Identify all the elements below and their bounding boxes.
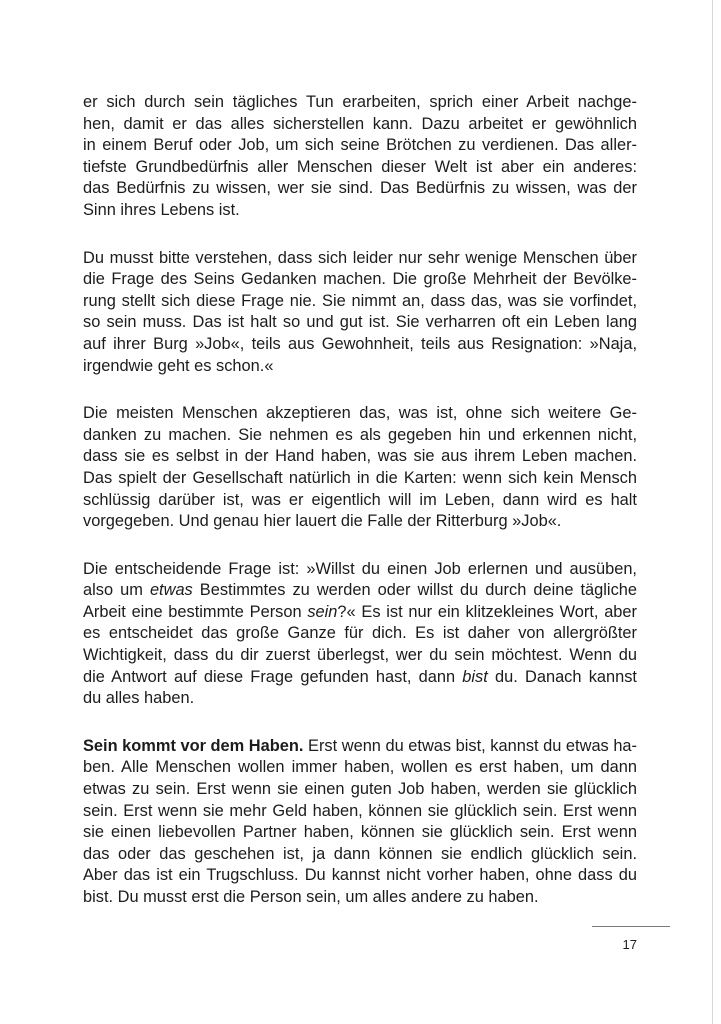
text-line: bist. Du musst erst die Person sein, um alles andere zu haben. (83, 888, 539, 906)
text-run: ?« Es ist nur ein klitzekleines Wort, aber (337, 602, 637, 621)
text-line: ben. Alle Menschen wollen immer haben, wollen es erst haben, um dann (83, 758, 637, 777)
text-line: Das spielt der Gesellschaft natürlich in die Karten: wenn sich kein Mensch (83, 468, 637, 487)
text-line: die Frage des Seins Gedanken machen. Die große Mehrheit der Bevölke- (83, 270, 637, 289)
text-run: die Antwort auf diese Frage gefunden hast, dann (83, 667, 463, 686)
bold-lead-in: Sein kommt vor dem Haben. (83, 736, 304, 755)
text-line: es entscheidet das große Ganze für dich. Es ist daher von allergrößter (83, 624, 637, 643)
text-line: rung stellt sich diese Frage nie. Sie nimmt an, dass das, was sie vorfindet, (83, 291, 637, 310)
page-number: 17 (622, 937, 637, 952)
paragraph-2 (83, 248, 637, 378)
text-line: etwas zu sein. Erst wenn sie einen guten Job haben, werden sie glücklich (83, 780, 637, 799)
text-line: er sich durch sein tägliches Tun erarbeiten, sprich einer Arbeit nachge- (83, 93, 637, 111)
text-run: Bestimmtes zu werden oder willst du durch deine tägliche (192, 581, 637, 600)
text-line: Die entscheidende Frage ist: »Willst du einen Job erlernen und ausüben, (83, 559, 637, 578)
text-line: auf ihrer Burg »Job«, teils aus Gewohnheit, teils aus Resignation: »Naja, (83, 334, 637, 353)
text-line: danken zu machen. Sie nehmen es als gegeben hin und erkennen nicht, (83, 425, 637, 444)
text-line: das Bedürfnis zu wissen, wer sie sind. Das Bedürfnis zu wissen, was der (83, 179, 637, 198)
text-line: schlüssig darüber ist, was er eigentlich will im Leben, dann wird es halt (83, 490, 637, 509)
text-run: Erst wenn du etwas bist, kannst du etwas ha- (303, 736, 638, 755)
text-line (83, 580, 637, 602)
text-line: Sinn ihres Lebens ist. (83, 200, 240, 219)
paragraph-1 (83, 92, 637, 222)
text-line: dass sie es selbst in der Hand haben, was sie aus ihrem Leben machen. (83, 447, 637, 466)
text-line (83, 736, 637, 758)
footer-rule (592, 926, 670, 927)
page-edge (712, 0, 713, 1024)
page-body (83, 92, 637, 935)
text-line: Wichtigkeit, dass du dir zuerst überlegst, wer du sein möchtest. Wenn du (83, 646, 637, 665)
emphasis-bist: bist (462, 667, 488, 686)
emphasis-etwas: etwas (149, 581, 193, 600)
text-line: du alles haben. (83, 689, 195, 708)
text-line: in einem Beruf oder Job, um sich seine Brötchen zu verdienen. Das aller- (83, 136, 637, 155)
text-line (83, 602, 637, 624)
text-line: das oder das geschehen ist, ja dann können sie endlich glücklich sein. (83, 844, 637, 863)
text-run: also um (83, 581, 150, 600)
text-line: sein. Erst wenn sie mehr Geld haben, können sie glücklich sein. Erst wenn (83, 801, 637, 820)
text-line: hen, damit er das alles sicherstellen kann. Dazu arbeitet er gewöhnlich (83, 114, 637, 133)
emphasis-sein: sein (307, 602, 338, 621)
paragraph-5 (83, 736, 637, 909)
text-run: du. Danach kannst (487, 667, 637, 686)
text-run: Arbeit eine bestimmte Person (83, 602, 308, 621)
text-line: sie einen liebevollen Partner haben, können sie glücklich sein. Erst wenn (83, 823, 637, 842)
text-line: vorgegeben. Und genau hier lauert die Falle der Ritterburg »Job«. (83, 512, 562, 531)
paragraph-3 (83, 403, 637, 533)
text-line: tiefste Grundbedürfnis aller Menschen dieser Welt ist aber ein anderes: (83, 157, 637, 176)
text-line: Du musst bitte verstehen, dass sich leider nur sehr wenige Menschen über (83, 248, 637, 267)
paragraph-4 (83, 559, 637, 710)
text-line (83, 667, 637, 689)
text-line: Die meisten Menschen akzeptieren das, was ist, ohne sich weitere Ge- (83, 404, 637, 423)
text-line: irgendwie geht es schon.« (83, 356, 274, 375)
text-line: so sein muss. Das ist halt so und gut ist. Sie verharren oft ein Leben lang (83, 313, 637, 332)
text-line: Aber das ist ein Trugschluss. Du kannst nicht vorher haben, ohne dass du (83, 866, 637, 885)
